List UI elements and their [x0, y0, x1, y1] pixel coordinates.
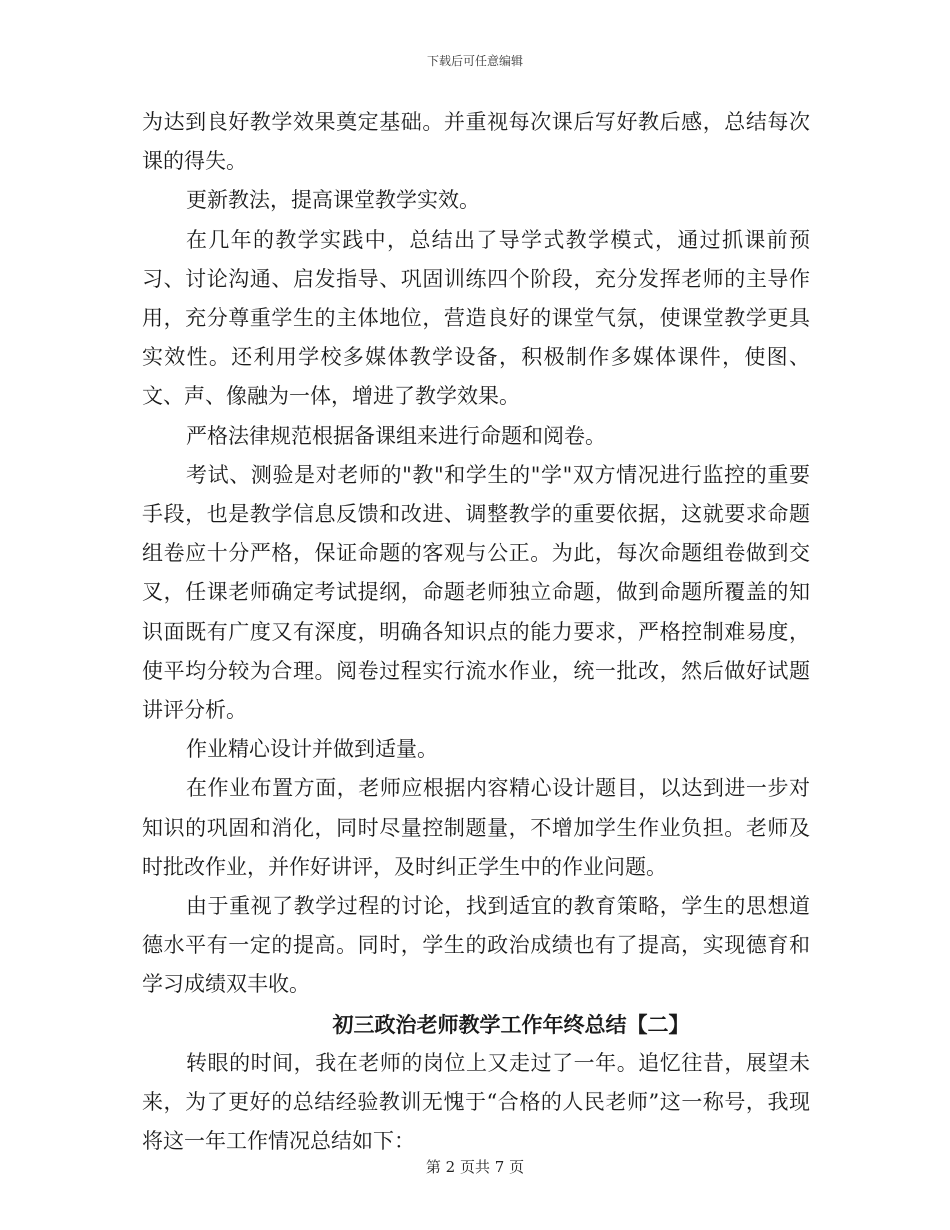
subheading-homework-design: 作业精心设计并做到适量。: [186, 737, 438, 762]
page-footer: 第 2 页共 7 页: [425, 1158, 525, 1176]
paragraph-homework: 在作业布置方面，老师应根据内容精心设计题目，以达到进一步对知识的巩固和消化，同时尽量控制题量，不增加学生作业负担。老师及时批改作业，并作好讲评，及时纠正学生中的作业问题。: [142, 776, 810, 879]
paragraph-exam-process: 考试、测验是对老师的"教"和学生的"学"双方情况进行监控的重要手段，也是教学信息反馈和改进、调整教学的重要依据，这就要求命题组卷应十分严格，保证命题的客观与公正。为此，每次命题组卷做到交叉，任课老师确定考试提纲，命题老师独立命题，做到命题所覆盖的知识面既有广度又有深度，明确各知识点的能力要求，严格控制难易度，使平均分较为合理。阅卷过程实行流水作业，统一批改，然后做好试题讲评分析。: [142, 462, 810, 723]
paragraph-intro-section-two: 转眼的时间，我在老师的岗位上又走过了一年。追忆往昔，展望未来，为了更好的总结经验教训无愧于“合格的人民老师”这一称号，我现将这一年工作情况总结如下：: [142, 1050, 810, 1154]
paragraph-teaching-model: 在几年的教学实践中，总结出了导学式教学模式，通过抓课前预习、讨论沟通、启发指导、巩固训练四个阶段，充分发挥老师的主导作用，充分尊重学生的主体地位，营造良好的课堂气氛，使课堂教学更具实效性。还利用学校多媒体教学设备，积极制作多媒体课件，使图、文、声、像融为一体，增进了教学效果。: [142, 227, 810, 409]
subheading-teaching-method: 更新教法，提高课堂教学实效。: [186, 188, 480, 213]
document-body: [142, 103, 810, 1161]
paragraph-continuation: 为达到良好教学效果奠定基础。并重视每次课后写好教后感，总结每次课的得失。: [142, 110, 810, 174]
page-header: 下载后可任意编辑: [426, 54, 523, 68]
section-title: 初三政治老师教学工作年终总结【二】: [332, 1011, 690, 1037]
subheading-exam-standards: 严格法律规范根据备课组来进行命题和阅卷。: [186, 423, 606, 448]
paragraph-results: 由于重视了教学过程的讨论，找到适宜的教育策略，学生的思想道德水平有一定的提高。同时，学生的政治成绩也有了提高，实现德育和学习成绩双丰收。: [142, 894, 810, 997]
